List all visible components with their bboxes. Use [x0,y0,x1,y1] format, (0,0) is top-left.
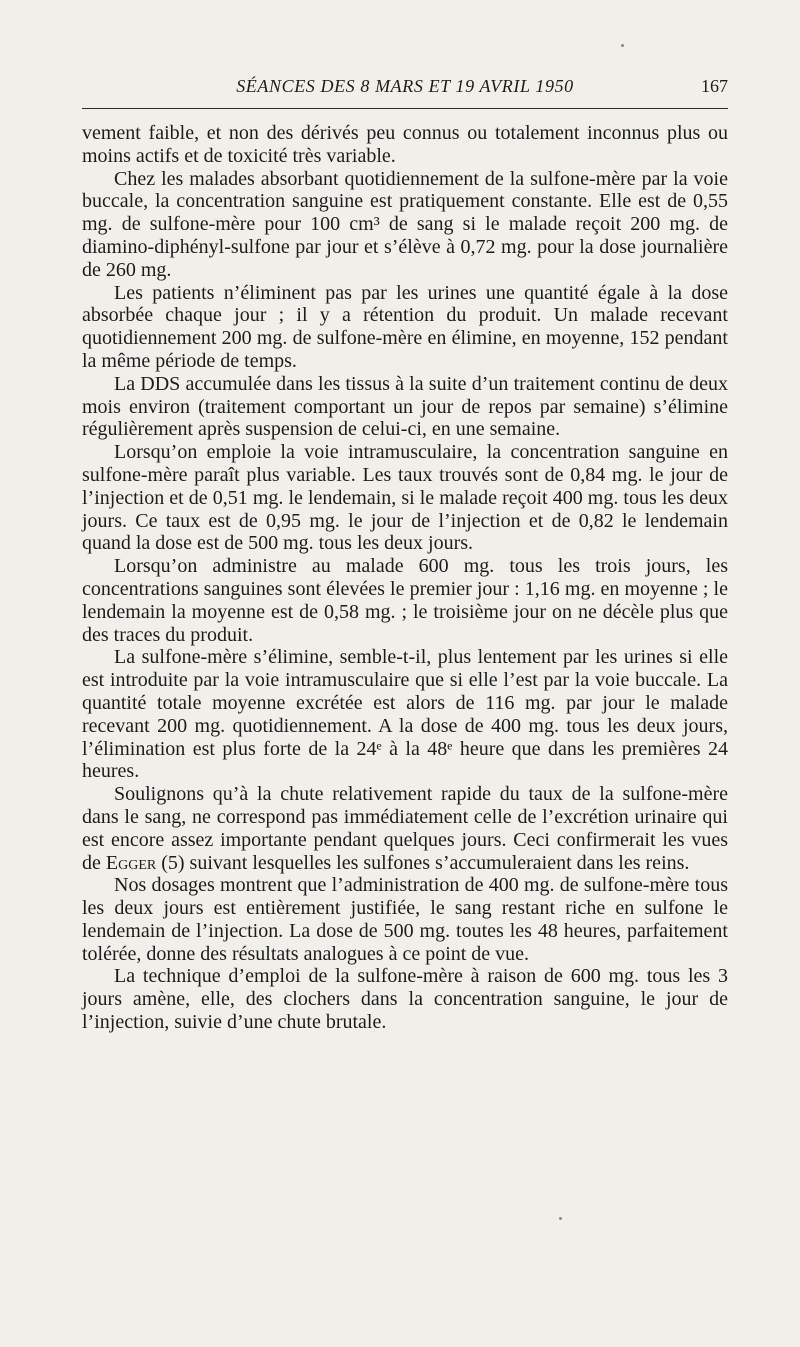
header-rule [82,108,728,109]
paragraph-2: Chez les malades absorbant quotidiennement de la sulfone-mère par la voie buccale, la concentration sanguine est pratiquement constante. Elle est de 0,55 mg. de sulfone-mère pour 100 cm³ de sang si le malade reçoit 200 mg. de diamino-diphényl-sulfone par jour et s’élève à 0,72 mg. pour la dose journalière de 260 mg. [82,167,728,281]
page-number: 167 [701,76,728,96]
paragraph-10: La technique d’emploi de la sulfone-mère à raison de 600 mg. tous les 3 jours amène, elle, des clochers dans la concentration sanguine, le jour de l’injection, suivie d’une chute brutale. [82,965,728,1034]
paragraph-7: La sulfone-mère s’élimine, semble-t-il, plus lentement par les urines si elle est introduite par la voie intramusculaire que si elle l’est par la voie buccale. La quantité totale moyenne excrétée est alors de 116 mg. par jour le malade recevant 200 mg. quotidiennement. A la dose de 400 mg. tous les deux jours, l’élimination est plus forte de la 24ᵉ à la 48ᵉ heure que dans les premières 24 heures. [82,646,728,783]
paragraph-1: vement faible, et non des dérivés peu connus ou totalement inconnus plus ou moins actifs et de toxicité très variable. [82,122,728,167]
author-name-egger: Egger [105,851,157,874]
running-title: SÉANCES DES 8 MARS ET 19 AVRIL 1950 [236,76,574,96]
print-speck [559,1217,562,1220]
paragraph-5: Lorsqu’on emploie la voie intramusculaire, la concentration sanguine en sulfone-mère paraît plus variable. Les taux trouvés sont de 0,84 mg. le jour de l’injection et de 0,51 mg. le lendemain, si le malade reçoit 400 mg. tous les deux jours. Ce taux est de 0,95 mg. le jour de l’injection et de 0,82 le lendemain quand la dose est de 500 mg. tous les deux jours. [82,441,728,555]
print-speck [621,44,624,47]
paragraph-8-text-before: Soulignons qu’à la chute relativement rapide du taux de la sulfone-mère dans le sang, ne correspond pas immédiatement celle de l’excrétion urinaire qui est encore assez importante pendant quelques jours. Ceci confirmerait les vues de [82,783,728,874]
paragraph-8-text-after: (5) suivant lesquelles les sulfones s’accumuleraient dans les reins. [156,851,690,874]
paragraph-9: Nos dosages montrent que l’administration de 400 mg. de sulfone-mère tous les deux jours est entièrement justifiée, le sang restant riche en sulfone le lendemain de l’injection. La dose de 500 mg. toutes les 48 heures, parfaitement tolérée, donne des résultats analogues à ce point de vue. [82,874,728,965]
paragraph-4: La DDS accumulée dans les tissus à la suite d’un traitement continu de deux mois environ (traitement comportant un jour de repos par semaine) s’élimine régulièrement après suspension de celui-ci, en une semaine. [82,372,728,441]
paragraph-3: Les patients n’éliminent pas par les urines une quantité égale à la dose absorbée chaque jour ; il y a rétention du produit. Un malade recevant quotidiennement 200 mg. de sulfone-mère en élimine, en moyenne, 152 pendant la même période de temps. [82,281,728,372]
running-header [82,76,728,102]
paragraph-6: Lorsqu’on administre au malade 600 mg. tous les trois jours, les concentrations sanguines sont élevées le premier jour : 1,16 mg. en moyenne ; le lendemain la moyenne est de 0,58 mg. ; le troisième jour on ne décèle plus que des traces du produit. [82,555,728,646]
paragraph-8 [82,783,728,874]
body-text [82,122,728,1034]
